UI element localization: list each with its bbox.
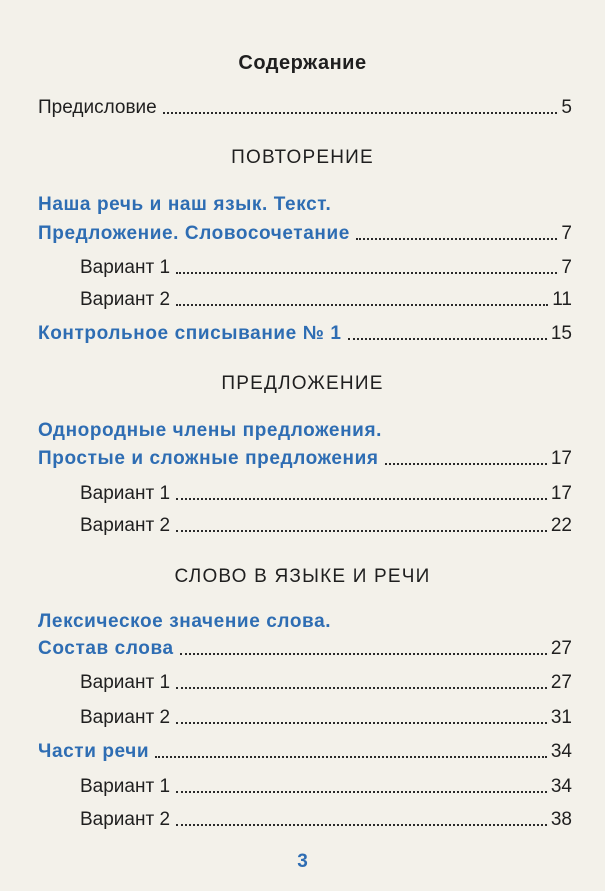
toc-topic-title-line: Состав слова: [38, 638, 174, 659]
dot-leader: [176, 687, 547, 689]
toc-page-number: 34: [550, 741, 572, 762]
dot-leader: [348, 338, 547, 340]
dot-leader: [180, 653, 547, 655]
toc-page-number: 22: [550, 515, 572, 536]
toc-topic-title-line[interactable]: Однородные члены предложения.: [38, 420, 383, 441]
toc-entry-label: Вариант 2: [80, 289, 171, 310]
toc-entry-label: Контрольное списывание № 1: [38, 323, 342, 344]
page-title: Содержание: [238, 52, 367, 74]
toc-entry-variant[interactable]: [80, 482, 572, 506]
toc-entry-label: Вариант 1: [80, 776, 171, 797]
dot-leader: [155, 756, 547, 758]
toc-entry-label: Предисловие: [38, 97, 157, 118]
section-heading-sentence: ПРЕДЛОЖЕНИЕ: [221, 373, 384, 394]
toc-page-number: 15: [550, 323, 572, 344]
toc-entry-variant[interactable]: [80, 671, 572, 695]
toc-page-number: 17: [550, 483, 572, 504]
dot-leader: [176, 791, 547, 793]
dot-leader: [385, 463, 547, 465]
section-heading-word: СЛОВО В ЯЗЫКЕ И РЕЧИ: [174, 566, 431, 587]
dot-leader: [176, 304, 548, 306]
toc-entry-variant[interactable]: [80, 775, 572, 799]
toc-entry-label: Вариант 1: [80, 672, 171, 693]
toc-page-number: 27: [550, 638, 572, 659]
dot-leader: [176, 272, 557, 274]
toc-page-number: 34: [550, 776, 572, 797]
dot-leader: [176, 530, 547, 532]
toc-page-number: 11: [552, 289, 572, 310]
dot-leader: [176, 722, 547, 724]
toc-page-number: 17: [550, 448, 572, 469]
toc-entry-variant[interactable]: [80, 288, 572, 312]
toc-page-number: 38: [550, 809, 572, 830]
toc-entry-topic2[interactable]: [38, 447, 572, 471]
toc-page-number: 7: [561, 223, 572, 244]
dot-leader: [176, 498, 547, 500]
section-heading-repetition: ПОВТОРЕНИЕ: [231, 147, 374, 168]
dot-leader: [176, 824, 547, 826]
toc-topic-title-line[interactable]: Лексическое значение слова.: [38, 611, 332, 632]
toc-entry-label: Вариант 2: [80, 707, 171, 728]
toc-entry-topic4[interactable]: [38, 740, 572, 764]
toc-entry-preface[interactable]: [38, 96, 572, 120]
toc-topic-title-line: Предложение. Словосочетание: [38, 223, 350, 244]
toc-page-number: 31: [550, 707, 572, 728]
toc-entry-label: Вариант 2: [80, 809, 171, 830]
toc-entry-label: Части речи: [38, 741, 150, 762]
toc-entry-topic3[interactable]: [38, 637, 572, 661]
toc-topic-title-line[interactable]: Наша речь и наш язык. Текст.: [38, 194, 332, 215]
toc-entry-dictation[interactable]: [38, 322, 572, 346]
toc-entry-label: Вариант 1: [80, 483, 171, 504]
toc-entry-variant[interactable]: [80, 808, 572, 832]
toc-entry-label: Вариант 1: [80, 257, 171, 278]
toc-entry-topic1[interactable]: [38, 222, 572, 246]
toc-page-number: 5: [561, 97, 572, 118]
page-number: 3: [297, 851, 308, 872]
dot-leader: [356, 238, 558, 240]
toc-page-number: 27: [550, 672, 572, 693]
toc-page-number: 7: [561, 257, 572, 278]
toc-entry-variant[interactable]: [80, 256, 572, 280]
toc-entry-variant[interactable]: [80, 706, 572, 730]
toc-topic-title-line: Простые и сложные предложения: [38, 448, 379, 469]
toc-entry-variant[interactable]: [80, 514, 572, 538]
toc-entry-label: Вариант 2: [80, 515, 171, 536]
dot-leader: [163, 112, 558, 114]
